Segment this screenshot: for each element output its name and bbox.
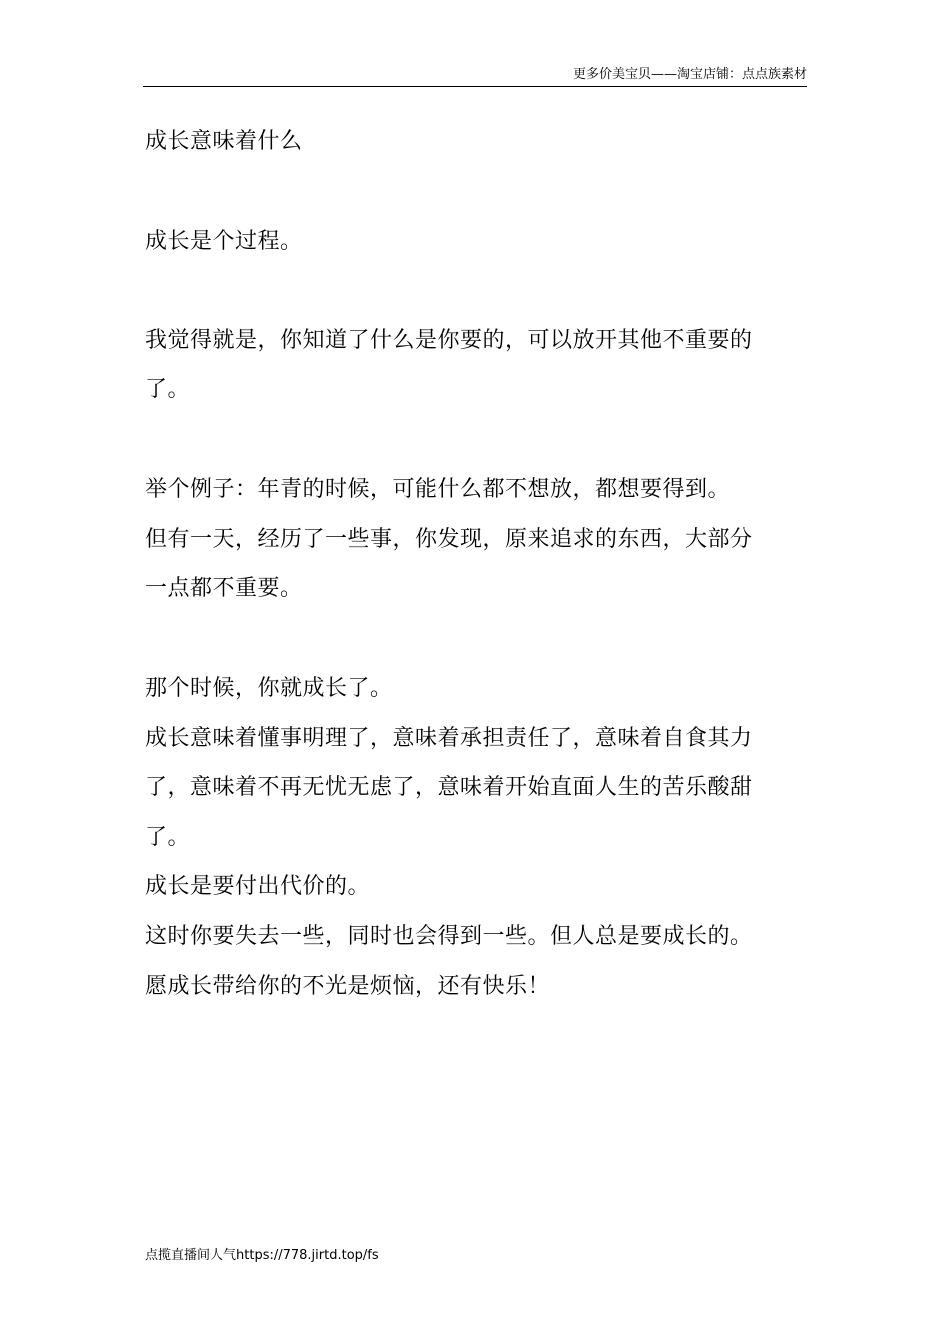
document-title: 成长意味着什么 [145, 129, 303, 154]
footer-link[interactable]: https://778.jirtd.top/fs [236, 1248, 379, 1263]
text-line: 那个时候，你就成长了。 [145, 676, 393, 701]
text-line: 愿成长带给你的不光是烦恼，还有快乐！ [145, 974, 551, 999]
text-line: 成长是个过程。 [145, 229, 303, 254]
text-line: 了，意味着不再无忧无虑了，意味着开始直面人生的苦乐酸甜 [145, 775, 753, 800]
header-text: 更多价美宝贝——淘宝店铺：点点族素材 [572, 67, 807, 82]
text-line: 我觉得就是，你知道了什么是你要的，可以放开其他不重要的 [145, 328, 753, 353]
footer-label: 点揽直播间人气 [145, 1248, 237, 1263]
text-line: 成长是要付出代价的。 [145, 874, 371, 899]
page-header [143, 66, 807, 87]
text-line: 了。 [145, 825, 191, 850]
text-line: 这时你要失去一些，同时也会得到一些。但人总是要成长的。 [145, 924, 753, 949]
text-line: 举个例子：年青的时候，可能什么都不想放，都想要得到。 [145, 477, 731, 502]
page-footer [145, 1248, 379, 1264]
text-line: 了。 [145, 377, 191, 402]
text-line: 成长意味着懂事明理了，意味着承担责任了，意味着自食其力 [145, 726, 753, 751]
text-line: 一点都不重要。 [145, 576, 303, 601]
text-line: 但有一天，经历了一些事，你发现，原来追求的东西，大部分 [145, 527, 753, 552]
